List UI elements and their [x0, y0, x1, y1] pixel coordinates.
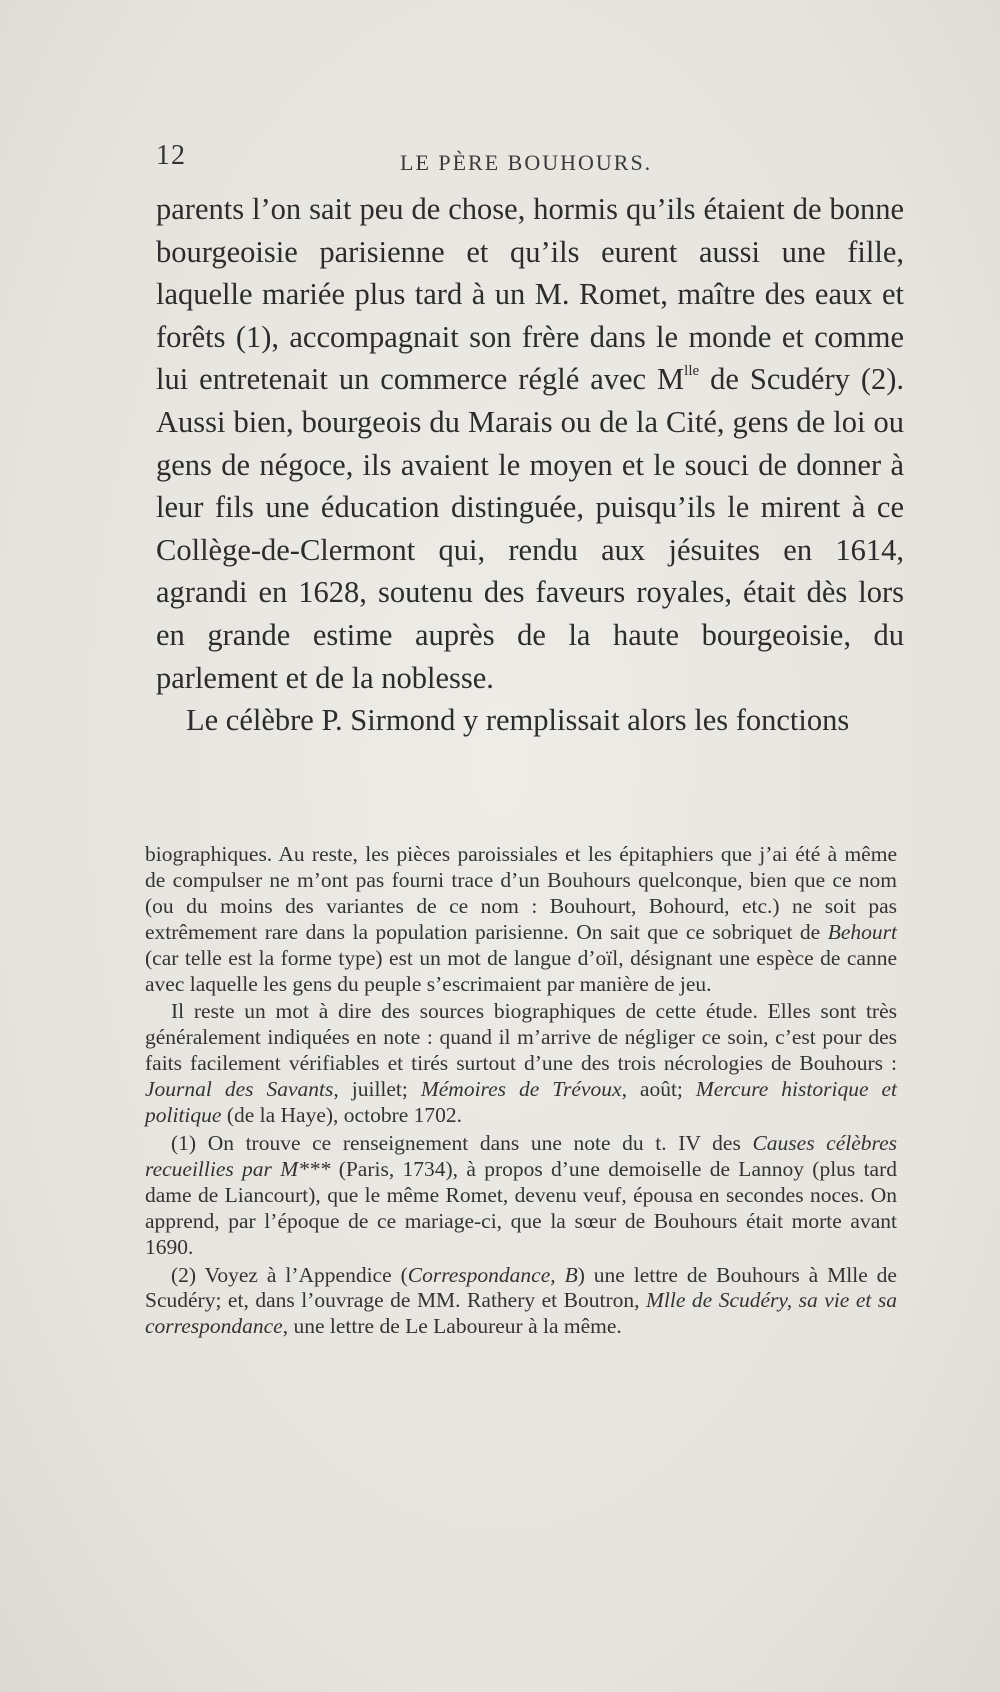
footnote-sources-end: (de la Haye), octobre 1702.: [221, 1103, 463, 1128]
footnote-sources: [145, 999, 897, 1129]
paragraph-1-text-b: de Scudéry (2). Aussi bien, bourgeois du Marais ou de la Cité, gens de loi ou gens de négoce, ils avaient le moyen et le souci de donner à leur fils une éducation distinguée, puisqu’ils le mirent à ce Collège-de-Clermont qui, rendu aux jésuites en 1614, agrandi en 1628, soutenu des faveurs royales, était dès lors en grande estime auprès de la haute bourgeoisie, du parlement et de la noblesse.: [156, 362, 905, 695]
paragraph-1-text-a: parents l’on sait peu de chose, hormis qu’ils étaient de bonne bourgeoisie parisienne et qu’ils eurent aussi une fille, laquelle mariée plus tard à un M. Romet, maître des eaux et forêts (1), accompagnait son frère dans le monde et comme lui entretenait un commerce réglé avec M: [156, 192, 904, 397]
paragraph-2: Le célèbre P. Sirmond y remplissait alors les fonctions: [186, 703, 850, 738]
footnote-sources-text: Il reste un mot à dire des sources biographiques de cette étude. Elles sont très généralement indiquées en note : quand il m’arrive de négliger ce soin, c’est pour des faits facilement vérifiables et tirés surtout d’une des trois nécrologies de Bouhours :: [145, 999, 897, 1076]
footnote-italic-behourt: Behourt: [827, 919, 897, 944]
footnote-2: [145, 1263, 897, 1341]
footnotes: [145, 842, 897, 1342]
footnote-2-italic-a: Correspondance, B: [407, 1262, 578, 1287]
footnote-italic-mercure: Mercure historique et politique: [145, 1077, 897, 1128]
page-number: 12: [156, 140, 186, 171]
footnote-2-end: , une lettre de Le Laboureur à la même.: [282, 1314, 622, 1339]
footnote-italic-journal: Journal des Savants: [145, 1077, 334, 1102]
footnote-continued-end: (car telle est la forme type) est un mot de langue d’oïl, désignant une espèce de canne avec laquelle les gens du peuple s’escrimaient par manière de jeu.: [145, 945, 897, 996]
running-title: LE PÈRE BOUHOURS.: [400, 150, 653, 175]
footnote-italic-memoires: Mémoires de Trévoux: [420, 1077, 622, 1102]
footnote-sources-sep-1: , juillet;: [333, 1077, 421, 1102]
superscript-lle: lle: [684, 363, 700, 380]
footnote-2-middle: ) une lettre de Bouhours à Mlle de Scudéry; et, dans l’ouvrage de MM. Rathery et Boutron,: [145, 1262, 897, 1313]
footnote-1-text: (1) On trouve ce renseignement dans une note du t. IV des: [171, 1130, 753, 1155]
footnote-continued: [145, 842, 897, 997]
footnote-continued-text: biographiques. Au reste, les pièces paroissiales et les épitaphiers que j’ai été à même de compulser ne m’ont pas fourni trace d’un Bouhours quelconque, bien que ce nom (ou du moins des variantes de ce nom : Bouhourt, Bohourd, etc.) ne soit pas extrêmement rare dans la population parisienne. On sait que ce sobriquet de: [145, 842, 897, 944]
main-text: [156, 188, 904, 742]
footnote-1-end: (Paris, 1734), à propos d’une demoiselle de Lannoy (plus tard dame de Liancourt), que le même Romet, devenu veuf, épousa en secondes noces. On apprend, par l’époque de ce mariage-ci, que la sœur de Bouhours était morte avant 1690.: [145, 1156, 898, 1259]
page-header: [156, 140, 898, 180]
footnote-1-italic: Causes célèbres recueillies par M***: [145, 1130, 898, 1181]
footnote-1: [145, 1131, 897, 1261]
footnote-2-italic-b: Mlle de Scudéry, sa vie et sa correspondance: [145, 1288, 898, 1339]
footnote-sources-sep-2: , août;: [621, 1077, 696, 1102]
footnote-2-text: (2) Voyez à l’Appendice (: [171, 1262, 408, 1287]
paragraph-1: [156, 188, 904, 699]
